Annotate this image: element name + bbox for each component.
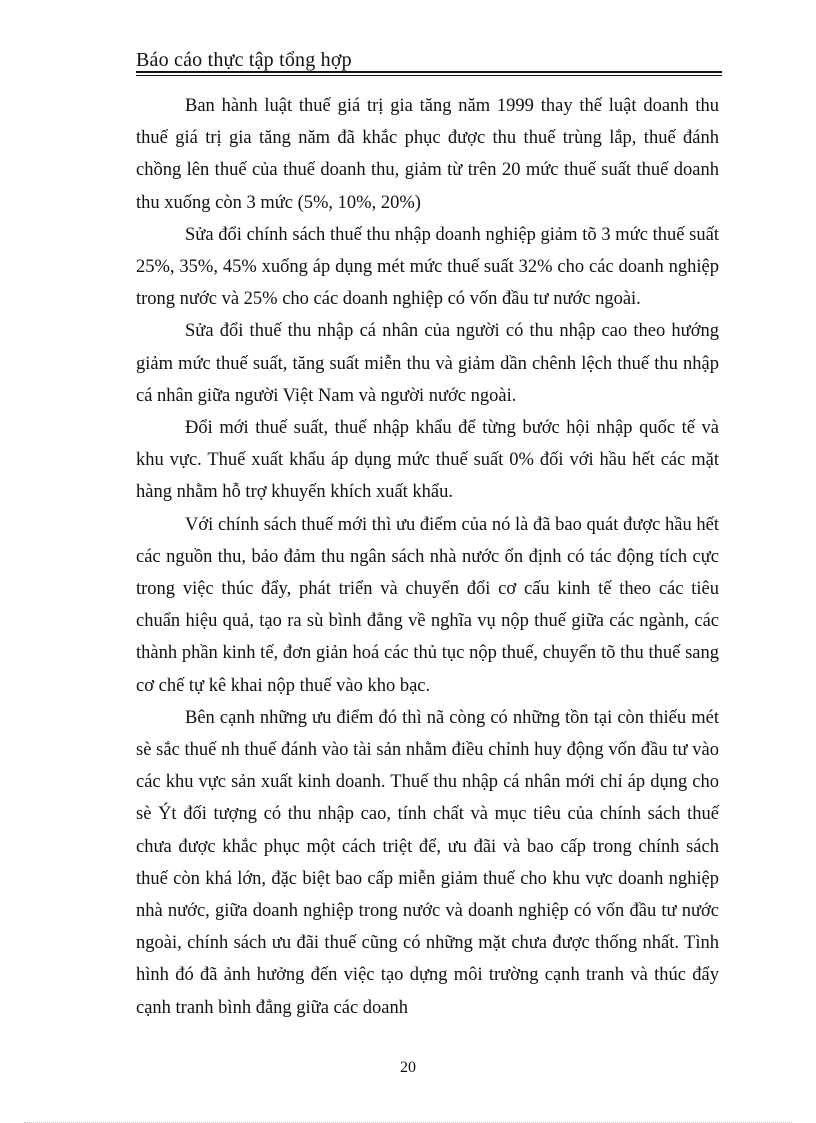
- paragraph-limitations: Bên cạnh những ưu điểm đó thì nã còng có những tồn tại còn thiếu mét sè sắc thuế nh thuế đánh vào tài sản nhằm điều chỉnh huy động vốn đầu tư vào các khu vực sản xuất kinh doanh. Thuế thu nhập cá nhân mới chỉ áp dụng cho sè Ýt đối tượng có thu nhập cao, tính chất và mục tiêu của chính sách thuế chưa được khắc phục một cách triệt để, ưu đãi và bao cấp trong chính sách thuế còn khá lớn, đặc biệt bao cấp miễn giảm thuế cho khu vực doanh nghiệp nhà nước, giữa doanh nghiệp trong nước và doanh nghiệp có vốn đầu tư nước ngoài, chính sách ưu đãi thuế cũng có những mặt chưa được thống nhất. Tình hình đó đã ảnh hưởng đến việc tạo dựng môi trường cạnh tranh và thúc đẩy cạnh tranh bình đẳng giữa các doanh: [136, 707, 719, 1018]
- page-header: [136, 48, 722, 78]
- paragraph-corporate-income-tax: Sửa đổi chính sách thuế thu nhập doanh nghiệp giảm tõ 3 mức thuế suất 25%, 35%, 45% xuống áp dụng mét mức thuế suất 32% cho các doanh nghiệp trong nước và 25% cho các doanh nghiệp có vốn đầu tư nước ngoài.: [136, 224, 719, 310]
- page-number: 20: [400, 1059, 416, 1076]
- paragraph-advantages: Với chính sách thuế mới thì ưu điểm của nó là đã bao quát được hầu hết các nguồn thu, bảo đảm thu ngân sách nhà nước ổn định có tác động tích cực trong việc thúc đẩy, phát triển và chuyển đổi cơ cấu kinh tế theo các tiêu chuẩn hiệu quả, tạo ra sù bình đẳng về nghĩa vụ nộp thuế giữa các ngành, các thành phần kinh tế, đơn giản hoá các thủ tục nộp thuế, chuyển tõ thu thuế sang cơ chế tự kê khai nộp thuế vào kho bạc.: [136, 514, 719, 696]
- header-title: Báo cáo thực tập tổng hợp: [136, 49, 352, 71]
- body-text: [136, 90, 719, 1024]
- header-rule-thick: [136, 71, 722, 73]
- header-rule-thin: [136, 75, 722, 76]
- paragraph-vat-law: Ban hành luật thuế giá trị gia tăng năm 1999 thay thế luật doanh thu thuế giá trị gia tăng năm đã khắc phục được thu thuế trùng lắp, thuế đánh chồng lên thuế của thuế doanh thu, giảm từ trên 20 mức thuế suất thuế doanh thu xuống còn 3 mức (5%, 10%, 20%): [136, 96, 719, 213]
- paragraph-import-export-tax: Đổi mới thuế suất, thuế nhập khẩu để từng bước hội nhập quốc tế và khu vực. Thuế xuất khẩu áp dụng mức thuế suất 0% đối với hầu hết các mặt hàng nhằm hỗ trợ khuyến khích xuất khẩu.: [136, 418, 719, 503]
- paragraph-personal-income-tax: Sửa đổi thuế thu nhập cá nhân của người có thu nhập cao theo hướng giảm mức thuế suất, tăng suất miễn thu và giảm dần chênh lệch thuế thu nhập cá nhân giữa người Việt Nam và người nước ngoài.: [136, 321, 719, 406]
